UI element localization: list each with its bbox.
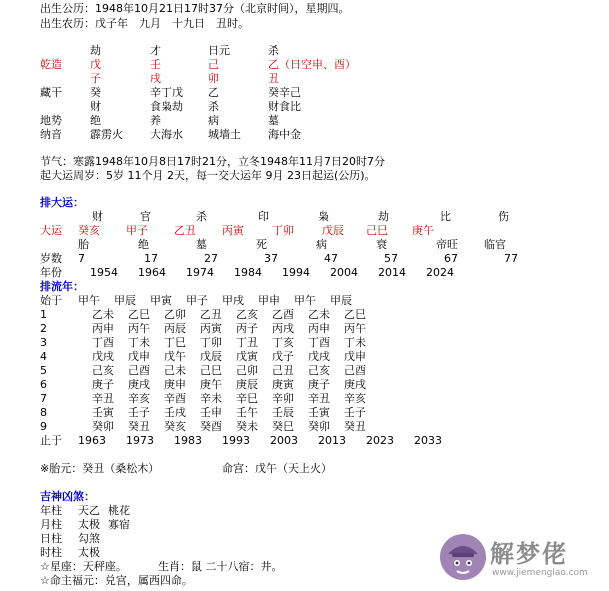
liunian-end-year: 2003 (270, 434, 298, 447)
nayin-hour: 海中金 (268, 128, 301, 141)
liunian-cell: 辛亥 (344, 392, 366, 405)
nayin-year: 霹雳火 (90, 128, 123, 141)
minggong: 命宫：戊午（天上火） (222, 462, 332, 475)
liunian-cell: 丁亥 (272, 336, 294, 349)
shensha-item: 勾煞 (78, 532, 100, 545)
dayun-year: 2014 (378, 266, 406, 279)
qiyun-line: 起大运周岁：5岁 11个月 2天，每一交大运年 9月 23日起运(公历)。 (40, 169, 376, 182)
liunian-end-year: 2023 (366, 434, 394, 447)
liunian-cell: 壬寅 (308, 406, 330, 419)
liunian-row-number: 8 (40, 406, 47, 419)
canggan-god-year: 财 (90, 100, 101, 113)
dayun-pillar: 癸亥 (78, 224, 100, 237)
liunian-cell: 丙午 (128, 322, 150, 335)
birth-solar: 出生公历：1948年10月21日17时37分（北京时间），星期四。 (40, 2, 350, 15)
nayin-month: 大海水 (150, 128, 183, 141)
liunian-cell: 癸亥 (164, 420, 186, 433)
liunian-cell: 丁未 (344, 336, 366, 349)
dishi-month: 养 (150, 114, 161, 127)
dayun-year: 1974 (186, 266, 214, 279)
dayun-year: 2004 (330, 266, 358, 279)
liunian-cell: 戊寅 (236, 350, 258, 363)
liunian-start-cell: 甲辰 (114, 294, 136, 307)
liunian-cell: 戊午 (164, 350, 186, 363)
dayun-state: 死 (256, 238, 267, 251)
canggan-month: 辛丁戊 (150, 86, 183, 99)
liunian-cell: 丁酉 (308, 336, 330, 349)
shensha-row-label: 日柱 (40, 532, 62, 545)
liunian-cell: 丁卯 (200, 336, 222, 349)
liunian-cell: 庚戌 (344, 378, 366, 391)
shensha-row-label: 月柱 (40, 518, 62, 531)
canggan-god-hour: 财食比 (268, 100, 301, 113)
liunian-cell: 壬戌 (164, 406, 186, 419)
canggan-god-month: 食枭劫 (150, 100, 183, 113)
liunian-cell: 庚辰 (236, 378, 258, 391)
jieqi-line: 节气：寒露1948年10月8日17时21分，立冬1948年11月7日20时7分 (40, 155, 385, 168)
liunian-cell: 癸未 (236, 420, 258, 433)
liunian-cell: 戊申 (128, 350, 150, 363)
branch-month: 戌 (150, 72, 161, 85)
dayun-god: 伤 (498, 210, 509, 223)
liunian-cell: 己酉 (344, 364, 366, 377)
dayun-god: 比 (440, 210, 451, 223)
end-label: 止于 (40, 434, 62, 447)
liunian-cell: 丙申 (92, 322, 114, 335)
liunian-cell: 壬辰 (272, 406, 294, 419)
dayun-pillar: 乙丑 (174, 224, 196, 237)
liunian-cell: 乙酉 (272, 308, 294, 321)
liunian-cell: 丁酉 (92, 336, 114, 349)
watermark-text: 解梦佬 (490, 540, 568, 568)
liunian-cell: 己未 (164, 364, 186, 377)
liunian-row-number: 7 (40, 392, 47, 405)
liunian-row-number: 2 (40, 322, 47, 335)
birth-lunar: 出生农历：戊子年 九月 十九日 丑时。 (40, 17, 249, 30)
god-hour: 杀 (268, 44, 279, 57)
dayun-pillar: 庚午 (412, 224, 434, 237)
liunian-cell: 丁巳 (164, 336, 186, 349)
dayun-age: 17 (144, 252, 158, 265)
liunian-cell: 壬子 (128, 406, 150, 419)
branch-hour: 丑 (268, 72, 279, 85)
dayun-state: 帝旺 (436, 238, 458, 251)
liunian-end-year: 1993 (222, 434, 250, 447)
liunian-cell: 庚戌 (128, 378, 150, 391)
canggan-god-day: 杀 (208, 100, 219, 113)
god-day: 日元 (208, 44, 230, 57)
liunian-cell: 乙巳 (344, 308, 366, 321)
liunian-row-number: 1 (40, 308, 47, 321)
dayun-age: 37 (264, 252, 278, 265)
dayun-state: 衰 (376, 238, 387, 251)
shensha-row-label: 年柱 (40, 504, 62, 517)
dayun-god: 劫 (378, 210, 389, 223)
liunian-cell: 丙寅 (200, 322, 222, 335)
liunian-end-year: 1983 (174, 434, 202, 447)
liunian-cell: 戊子 (272, 350, 294, 363)
xingzuo: ☆星座：天秤座。 (40, 560, 127, 573)
shensha-row-label: 时柱 (40, 546, 62, 559)
dayun-year: 1954 (90, 266, 118, 279)
shensha-item: 桃花 (108, 504, 130, 517)
liunian-start-cell: 甲子 (186, 294, 208, 307)
liunian-cell: 丁丑 (236, 336, 258, 349)
dayun-age: 67 (444, 252, 458, 265)
liunian-cell: 丁未 (128, 336, 150, 349)
dayun-god: 枭 (318, 210, 329, 223)
dayun-age: 7 (78, 252, 85, 265)
dishi-hour: 墓 (268, 114, 279, 127)
dayun-pillar: 丙寅 (222, 224, 244, 237)
liunian-cell: 己酉 (128, 364, 150, 377)
liunian-cell: 乙未 (92, 308, 114, 321)
liunian-cell: 癸巳 (272, 420, 294, 433)
liunian-row-number: 3 (40, 336, 47, 349)
dayun-age: 27 (204, 252, 218, 265)
liunian-cell: 戊辰 (200, 350, 222, 363)
dayun-label: 大运 (40, 224, 62, 237)
qianzao-label: 乾造 (40, 58, 62, 71)
liunian-cell: 癸丑 (344, 420, 366, 433)
dayun-age: 77 (504, 252, 518, 265)
shensha-title: 吉神凶煞： (40, 490, 95, 503)
liunian-start-cell: 甲辰 (330, 294, 352, 307)
branch-year: 子 (90, 72, 101, 85)
watermark-url: www.jiemenglao.com (492, 568, 588, 578)
dayun-age: 57 (384, 252, 398, 265)
liunian-cell: 辛酉 (164, 392, 186, 405)
dayun-state: 墓 (196, 238, 207, 251)
canggan-year: 癸 (90, 86, 101, 99)
liunian-cell: 乙巳 (128, 308, 150, 321)
liunian-start-cell: 甲申 (258, 294, 280, 307)
dayun-state: 临官 (484, 238, 506, 251)
liunian-cell: 己亥 (308, 364, 330, 377)
liunian-cell: 壬寅 (92, 406, 114, 419)
dayun-year: 1984 (234, 266, 262, 279)
liunian-cell: 丙午 (344, 322, 366, 335)
liunian-cell: 庚寅 (272, 378, 294, 391)
liunian-cell: 乙未 (308, 308, 330, 321)
liunian-cell: 丙戌 (272, 322, 294, 335)
liunian-cell: 庚子 (92, 378, 114, 391)
year-label: 年份 (40, 266, 62, 279)
dayun-god: 官 (140, 210, 151, 223)
nayin-day: 城墙土 (208, 128, 241, 141)
liunian-title: 排流年： (40, 280, 84, 293)
liunian-cell: 己巳 (200, 364, 222, 377)
dayun-year: 1994 (282, 266, 310, 279)
liunian-cell: 乙丑 (200, 308, 222, 321)
shensha-item: 太极 (78, 546, 100, 559)
liunian-cell: 戊申 (344, 350, 366, 363)
dishi-day: 病 (208, 114, 219, 127)
dishi-label: 地势 (40, 114, 62, 127)
liunian-start-cell: 甲午 (294, 294, 316, 307)
dayun-year: 1964 (138, 266, 166, 279)
liunian-cell: 己亥 (92, 364, 114, 377)
liunian-cell: 辛丑 (308, 392, 330, 405)
dayun-god: 财 (92, 210, 103, 223)
liunian-cell: 乙卯 (164, 308, 186, 321)
dayun-god: 杀 (196, 210, 207, 223)
dayun-pillar: 丁卯 (272, 224, 294, 237)
liunian-cell: 辛巳 (236, 392, 258, 405)
liunian-cell: 丙申 (308, 322, 330, 335)
liunian-start-cell: 甲戌 (222, 294, 244, 307)
stem-day: 己 (208, 58, 219, 71)
liunian-cell: 庚申 (164, 378, 186, 391)
shensha-item: 寡宿 (108, 518, 130, 531)
canggan-day: 乙 (208, 86, 219, 99)
liunian-cell: 壬子 (344, 406, 366, 419)
liunian-end-year: 1973 (126, 434, 154, 447)
liunian-cell: 己卯 (236, 364, 258, 377)
liunian-cell: 丙辰 (164, 322, 186, 335)
dayun-state: 胎 (78, 238, 89, 251)
mingzhu: ☆命主福元：兑宫，属西四命。 (40, 574, 193, 587)
start-label: 始于 (40, 294, 62, 307)
shensha-item: 太极 (78, 518, 100, 531)
nayin-label: 纳音 (40, 128, 62, 141)
dayun-pillar: 戊辰 (322, 224, 344, 237)
age-label: 岁数 (40, 252, 62, 265)
liunian-cell: 辛亥 (128, 392, 150, 405)
liunian-cell: 辛卯 (272, 392, 294, 405)
watermark-logo-icon (438, 532, 488, 582)
liunian-cell: 壬午 (236, 406, 258, 419)
canggan-label: 藏干 (40, 86, 62, 99)
dayun-pillar: 己巳 (366, 224, 388, 237)
dayun-god: 印 (258, 210, 269, 223)
liunian-cell: 乙亥 (236, 308, 258, 321)
dayun-year: 2024 (426, 266, 454, 279)
liunian-row-number: 6 (40, 378, 47, 391)
watermark (438, 530, 606, 588)
liunian-cell: 癸卯 (308, 420, 330, 433)
god-month: 才 (150, 44, 161, 57)
liunian-cell: 辛丑 (92, 392, 114, 405)
liunian-row-number: 4 (40, 350, 47, 363)
liunian-cell: 癸丑 (128, 420, 150, 433)
liunian-cell: 戊戌 (92, 350, 114, 363)
dishi-year: 绝 (90, 114, 101, 127)
liunian-cell: 庚子 (308, 378, 330, 391)
liunian-end-year: 2013 (318, 434, 346, 447)
dayun-state: 绝 (138, 238, 149, 251)
canggan-hour: 癸辛己 (268, 86, 301, 99)
liunian-cell: 癸酉 (200, 420, 222, 433)
god-year: 劫 (90, 44, 101, 57)
liunian-start-cell: 甲午 (78, 294, 100, 307)
liunian-cell: 辛未 (200, 392, 222, 405)
dayun-state: 病 (316, 238, 327, 251)
liunian-end-year: 1963 (78, 434, 106, 447)
dayun-title: 排大运： (40, 196, 84, 209)
stem-year: 戊 (90, 58, 101, 71)
liunian-cell: 癸卯 (92, 420, 114, 433)
stem-month: 壬 (150, 58, 161, 71)
branch-day: 卯 (208, 72, 219, 85)
shengxiao: 生肖：鼠 二十八宿：井。 (158, 560, 283, 573)
liunian-start-cell: 甲寅 (150, 294, 172, 307)
liunian-cell: 丙子 (236, 322, 258, 335)
liunian-cell: 庚午 (200, 378, 222, 391)
liunian-row-number: 9 (40, 420, 47, 433)
liunian-cell: 壬申 (200, 406, 222, 419)
stem-hour: 乙（日空申、酉） (268, 58, 356, 71)
liunian-end-year: 2033 (414, 434, 442, 447)
liunian-row-number: 5 (40, 364, 47, 377)
shensha-item: 天乙 (78, 504, 100, 517)
dayun-pillar: 甲子 (126, 224, 148, 237)
liunian-cell: 己丑 (272, 364, 294, 377)
liunian-cell: 戊戌 (308, 350, 330, 363)
taiyuan: ※胎元：癸丑（桑松木） (40, 462, 160, 475)
dayun-age: 47 (324, 252, 338, 265)
